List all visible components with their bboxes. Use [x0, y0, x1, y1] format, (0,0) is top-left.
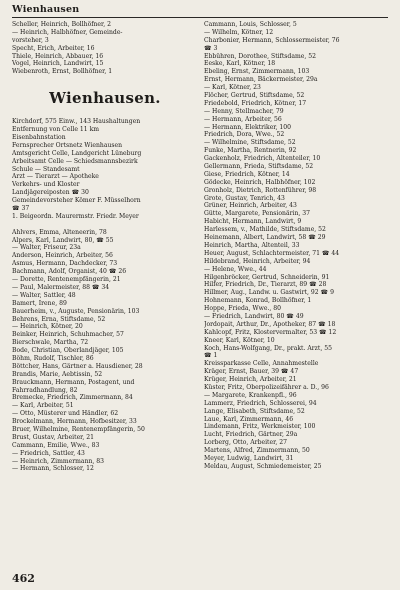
directory-entry: Hillmer, Aug., Landw. u. Gastwirt, 92 ☎ 9	[204, 289, 334, 297]
directory-entry: Heinemann, Albert, Landwirt, 58 ☎ 29	[204, 234, 326, 242]
directory-entry: Brockelmann, Hermann, Hofbesitzer, 33	[12, 418, 137, 426]
directory-entry: Funke, Martha, Rentnerin, 92	[204, 147, 297, 155]
directory-entry: Bauerheim, v., Auguste, Pensionärin, 103	[12, 307, 140, 315]
header-rule	[12, 17, 388, 18]
directory-entry: — Heinrich, Halbhöfner, Gemeinde-	[12, 28, 123, 36]
directory-entry: Hildebrand, Heinrich, Arbeiter, 94	[204, 257, 311, 265]
page-number: 462	[12, 572, 35, 585]
directory-entry: Scheller, Heinrich, Bollhöfner, 2	[12, 21, 112, 28]
directory-entry: Cammann, Louis, Schlosser, 5	[204, 21, 297, 28]
directory-entry: Charbonier, Hermann, Schlossermeister, 76	[204, 36, 340, 44]
directory-entry: Meyer, Ludwig, Landwirt, 31	[204, 454, 294, 462]
directory-entry: ☎ 37	[12, 205, 30, 213]
directory-entry: Bierschwale, Martha, 72	[12, 339, 89, 347]
directory-entry: Ebbühren, Dorothee, Stiftsdame, 52	[204, 52, 316, 60]
directory-entry: Cammann, Emilie, Wwe., 83	[12, 441, 100, 449]
directory-entry: Böhm, Rudolf, Tischler, 86	[12, 354, 94, 362]
directory-entry	[12, 221, 198, 229]
directory-entry: Brust, Gustav, Arbeiter, 21	[12, 433, 95, 441]
previous-locality-entries	[12, 21, 198, 76]
directory-entry: Verkehrs- und Kloster	[12, 181, 80, 189]
running-header: Wienhausen	[12, 4, 80, 15]
directory-entry: Böttcher, Hans, Gärtner a. Hausdiener, 28	[12, 362, 143, 370]
directory-entry: Eeske, Karl, Kötner, 18	[204, 60, 276, 68]
directory-entry: Amtsgericht Celle, Landgericht Lüneburg	[12, 149, 142, 157]
right-column	[204, 21, 390, 471]
directory-entry: Schule — Standesamt	[12, 165, 80, 173]
directory-entry: Brauckmann, Hermann, Postagent, und	[12, 378, 135, 386]
directory-entry: Küster, Fritz, Oberpolizeifährer a. D., 96	[204, 383, 329, 391]
directory-entry: Kahlcopf, Fritz, Klostervermalter, 53 ☎ 12	[204, 328, 337, 336]
directory-entry: — Otto, Müsterer und Händler, 62	[12, 410, 119, 418]
directory-entry: Bamert, Irene, 89	[12, 299, 67, 307]
directory-entry: Harlessem, v., Mathilde, Stiftsdame, 52	[204, 226, 326, 234]
directory-entry: Giese, Friedrich, Kötner, 14	[204, 170, 290, 178]
directory-entry: Friedrich, Dora, Wwe., 52	[204, 131, 285, 139]
directory-entry: Behrens, Erna, Stiftsdame, 52	[12, 315, 106, 323]
directory-entry: Bode, Christian, Oberlandjäger, 105	[12, 347, 124, 355]
directory-entry: — Paul, Malermeister, 88 ☎ 34	[12, 283, 110, 291]
directory-entry: Entfernung von Celle 11 km	[12, 126, 100, 134]
section-title: Wienhausen.	[49, 89, 161, 108]
directory-entry: — Friedrich, Landwirt, 80 ☎ 49	[204, 312, 304, 320]
directory-entry: Meldau, August, Schmiedemeister, 25	[204, 462, 322, 470]
directory-entry: Specht, Erich, Arbeiter, 16	[12, 44, 95, 52]
directory-entry: Fernsprecher Ortsnetz Wienhausen	[12, 141, 123, 149]
directory-entry: Lorberg, Otto, Arbeiter, 27	[204, 439, 287, 447]
directory-entry: — Hermann, Schlosser, 12	[12, 465, 94, 473]
directory-entry: Kneer, Karl, Kötner, 10	[204, 336, 275, 344]
directory-entry: — Walter, Friseur, 23a	[12, 244, 81, 252]
directory-entry: Heinrich, Martha, Altenteil, 33	[204, 241, 300, 249]
directory-entry: — Walter, Sattler, 48	[12, 291, 76, 299]
directory-entry: Grote, Gustav, Tenrich, 43	[204, 194, 285, 202]
directory-entry: Asmus, Hermann, Dachdecker, 73	[12, 260, 118, 268]
directory-entry: Arbeitsamt Celle — Schiedsmannsbezirk	[12, 157, 138, 165]
directory-entry: Lindemann, Fritz, Werkmeister, 100	[204, 423, 316, 431]
directory-entry: — Friedrich, Sattler, 43	[12, 449, 85, 457]
directory-entry: Koch, Hans-Wolfgang, Dr., prakt. Arzt, 55	[204, 344, 332, 352]
directory-entry: — Karl, Kötner, 23	[204, 84, 261, 92]
directory-entry: Ernst, Hermann, Bäckermeister, 29a	[204, 76, 318, 84]
directory-entry: ☎ 3	[204, 44, 218, 52]
directory-entry: Gödecke, Heinrich, Halbhöfner, 102	[204, 178, 316, 186]
directory-entry: Habicht, Hermann, Landwirt, 9	[204, 218, 302, 226]
directory-entry: — Karl, Arbeiter, 51	[12, 402, 74, 410]
directory-entry: Hilfer, Friedrich, Dr., Tierarzt, 89 ☎ 28	[204, 281, 327, 289]
directory-entry: Kräger, Ernst, Bauer, 39 ☎ 47	[204, 368, 299, 376]
directory-entry: Friedebold, Friedrich, Kötner, 17	[204, 99, 307, 107]
directory-entry: Flöcher, Gertrud, Stiftsdame, 52	[204, 92, 305, 100]
directory-entry: Hoppe, Frieda, Wwe., 80	[204, 305, 282, 313]
directory-entry: Thiele, Heinrich, Abbauer, 16	[12, 52, 104, 60]
directory-entry: Lammerz, Friedrich, Schlosserei, 94	[204, 399, 317, 407]
directory-entry: Anderson, Heinrich, Arbeiter, 56	[12, 252, 113, 260]
directory-entry: vorsteher, 3	[12, 36, 49, 44]
directory-entry: Ebeling, Ernst, Zimmermann, 103	[204, 68, 310, 76]
directory-entry: 1. Beigeordn. Maurermstr. Friedr. Meyer	[12, 212, 139, 220]
directory-entry: Gronholz, Dietrich, Rottenführer, 98	[204, 186, 317, 194]
directory-entry: Landjägereiposten ☎ 30	[12, 189, 89, 197]
directory-entry: Lange, Elisabeth, Stiftsdame, 52	[204, 407, 305, 415]
directory-entry: Krüger, Heinrich, Arbeiter, 21	[204, 376, 297, 384]
directory-entry: — Heinrich, Kötner, 20	[12, 323, 83, 331]
directory-entry: Brandis, Marie, Aebtissin, 52	[12, 370, 103, 378]
directory-entry: Bachmann, Adolf, Organist, 40 ☎ 26	[12, 268, 127, 276]
directory-entry: Kreissparkasse Celle, Annahmestelle	[204, 360, 319, 368]
directory-entry: Eisenbahnstation	[12, 134, 66, 142]
locality-entries	[12, 118, 198, 473]
directory-entry: Hilgenbröcker, Gertrud, Schneiderin, 91	[204, 273, 330, 281]
directory-entry: Wiebenroth, Ernst, Bollhöfner, 1	[12, 68, 113, 76]
directory-entry: — Heinrich, Zimmermann, 83	[12, 457, 105, 465]
left-column	[12, 21, 198, 473]
directory-entry: Gemeindevorsteher Kömer F. Müsselhorn	[12, 197, 141, 205]
directory-entry: — Helene, Wwe., 44	[204, 265, 267, 273]
directory-entry: Heuer, August, Schlachtermeister, 71 ☎ 44	[204, 249, 340, 257]
directory-entry: Beinker, Heinrich, Schuhmacher, 57	[12, 331, 124, 339]
directory-entry: — Dorette, Rentenempfängerin, 21	[12, 276, 121, 284]
directory-entry: Bremecke, Friedrich, Zimmermann, 84	[12, 394, 133, 402]
directory-entry: Fahrradhandlung, 82	[12, 386, 78, 394]
directory-entry: Ahlvers, Emma, Alteneerin, 78	[12, 228, 107, 236]
directory-entry: — Margarete, Krankenpfl., 96	[204, 391, 297, 399]
directory-entry: Gütte, Margarete, Pensionärin, 37	[204, 210, 311, 218]
directory-entry: — Henny, Stellmacher, 79	[204, 107, 284, 115]
directory-entry: — Hermann, Elektriker, 100	[204, 123, 292, 131]
directory-entry: Kirchdorf, 575 Einw., 143 Haushaltungen	[12, 118, 141, 126]
directory-entry: Grüner, Heinrich, Arbeiter, 43	[204, 202, 297, 210]
directory-entry: — Wilhelm, Kötner, 12	[204, 28, 274, 36]
directory-entry: Gellermann, Frieda, Stiftsdame, 52	[204, 163, 314, 171]
directory-entry: Arzt — Tierarzt — Apotheke	[12, 173, 99, 181]
directory-entry: Jordopait, Arthur, Dr., Apotheker, 87 ☎ 18	[204, 320, 336, 328]
directory-entry: Martens, Alfred, Zimmermann, 50	[204, 447, 310, 455]
directory-entry: Hohnemann, Konrad, Bollhöfner, 1	[204, 297, 312, 305]
directory-entry: ☎ 1	[204, 352, 218, 360]
resident-entries	[204, 21, 390, 471]
directory-entry: — Hermann, Arbeiter, 56	[204, 115, 282, 123]
directory-entry: Bruer, Wilhelmine, Rentenempfängerin, 50	[12, 425, 145, 433]
directory-entry: Gackenholz, Friedrich, Altenteiler, 10	[204, 155, 321, 163]
directory-entry: Laue, Karl, Zimmermann, 46	[204, 415, 294, 423]
directory-entry: — Wilhelmine, Stiftsdame, 52	[204, 139, 296, 147]
directory-entry: Lucht, Friedrich, Gärtner, 29a	[204, 431, 298, 439]
directory-entry: Alpers, Karl, Landwirt, 80, ☎ 55	[12, 236, 114, 244]
directory-entry: Vogel, Heinrich, Landwirt, 15	[12, 60, 104, 68]
